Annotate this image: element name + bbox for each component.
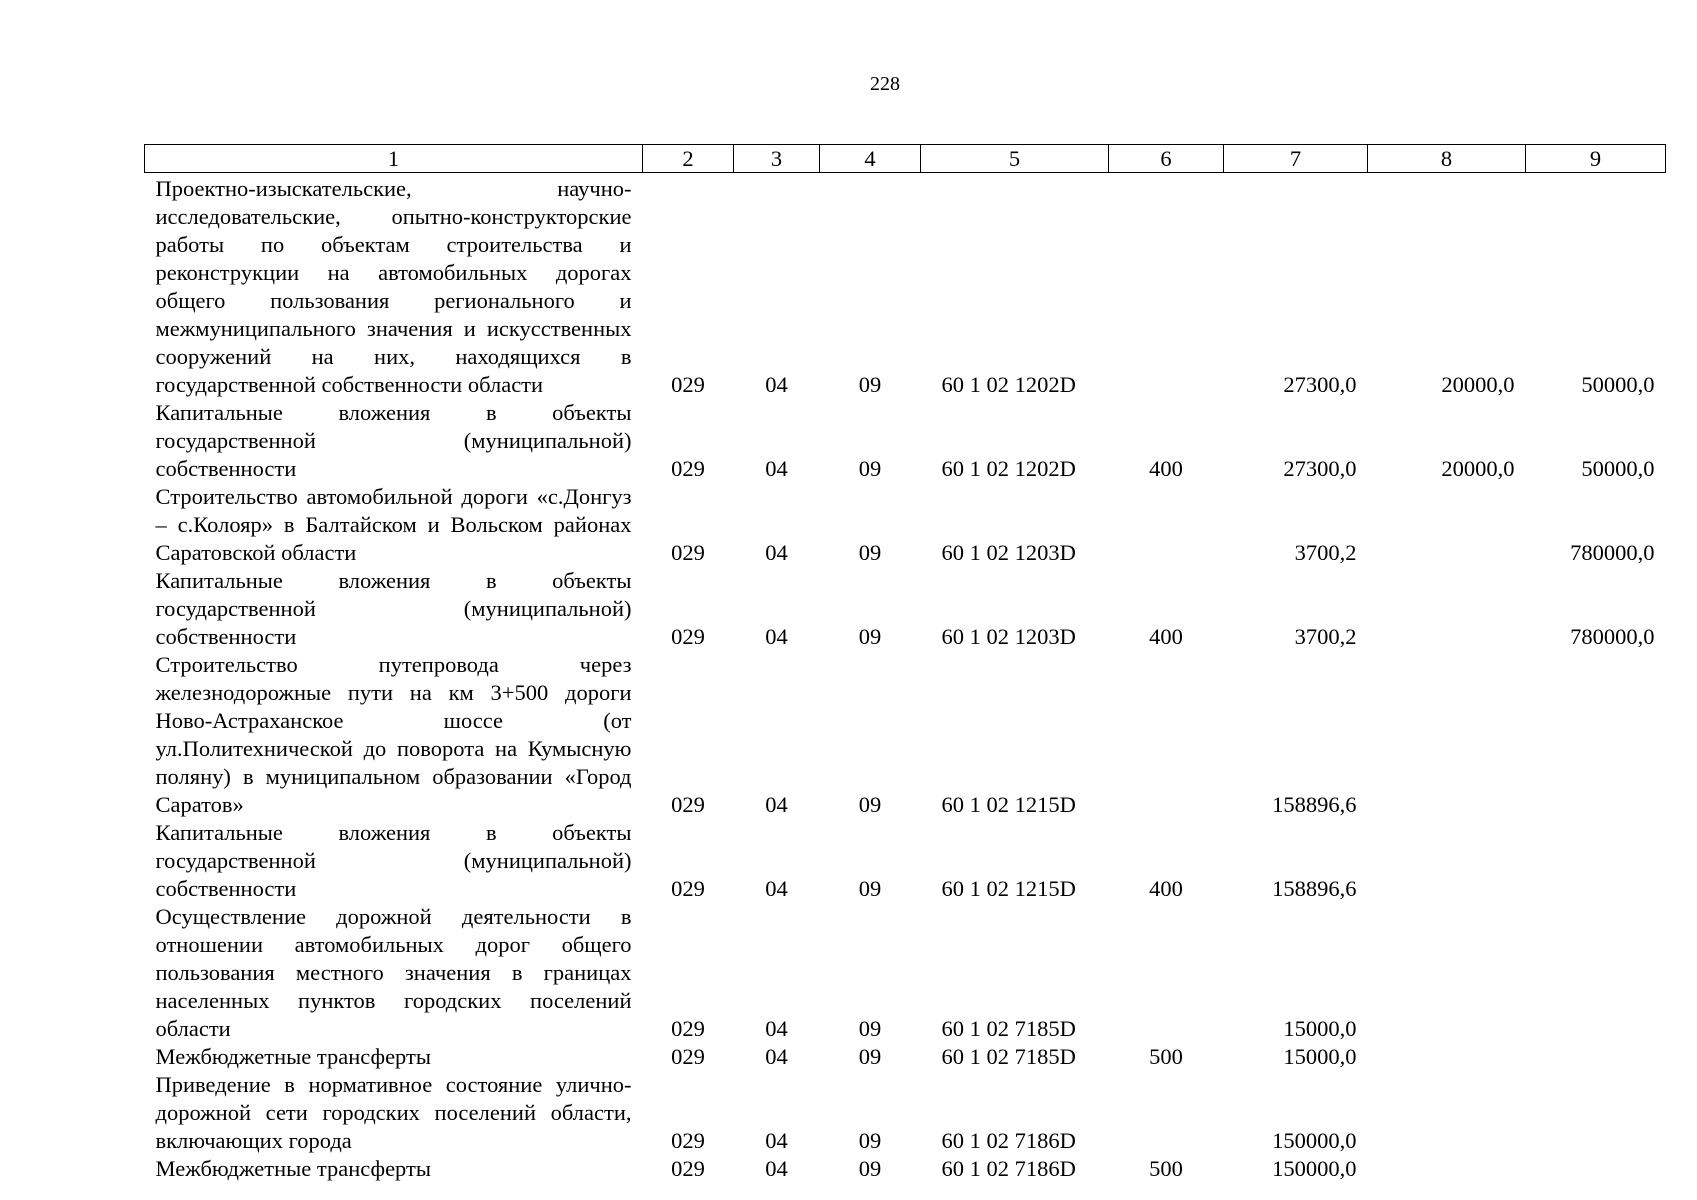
cell-col7: 15000,0 — [1283, 1016, 1357, 1041]
cell-col9: 50000,0 — [1581, 372, 1655, 397]
cell-col5: 60 1 02 7186D — [941, 1128, 1076, 1153]
table-row — [145, 1043, 1666, 1071]
cell-col5: 60 1 02 1202D — [941, 456, 1076, 481]
cell-col6: 400 — [1149, 456, 1183, 481]
cell-col8 — [1368, 651, 1526, 819]
table-row — [145, 1155, 1666, 1183]
cell-col3: 04 — [765, 540, 788, 565]
cell-col2: 029 — [671, 372, 705, 397]
cell-col8 — [1368, 567, 1526, 651]
cell-col9 — [1526, 651, 1666, 819]
column-header: 7 — [1224, 145, 1368, 173]
cell-col8 — [1368, 1155, 1526, 1183]
row-description: Капитальные вложения в объекты государственной (муниципальной) собственности — [155, 820, 632, 901]
cell-col8 — [1368, 483, 1526, 567]
cell-col3: 04 — [765, 372, 788, 397]
cell-col5: 60 1 02 1203D — [941, 540, 1076, 565]
cell-col8 — [1368, 1071, 1526, 1155]
row-description: Строительство путепровода через железнодорожные пути на км 3+500 дороги Ново-Астраханское шоссе (от ул.Политехнической до поворота на Кумысную поляну) в муниципальном образовании «Город Саратов» — [155, 652, 632, 817]
cell-col5: 60 1 02 7186D — [941, 1156, 1076, 1181]
cell-col5: 60 1 02 7185D — [941, 1016, 1076, 1041]
cell-col9 — [1526, 1043, 1666, 1071]
cell-col3: 04 — [765, 1156, 788, 1181]
cell-col7: 27300,0 — [1283, 456, 1357, 481]
column-header: 6 — [1109, 145, 1224, 173]
cell-col4: 09 — [858, 1016, 882, 1041]
cell-col9: 780000,0 — [1570, 624, 1655, 649]
cell-col3: 04 — [765, 792, 788, 817]
row-description: Приведение в нормативное состояние улично-дорожной сети городских поселений области, включающих города — [155, 1072, 632, 1153]
cell-col6 — [1109, 483, 1224, 567]
table-row — [145, 399, 1666, 483]
row-description: Капитальные вложения в объекты государственной (муниципальной) собственности — [155, 400, 632, 481]
cell-col2: 029 — [671, 876, 705, 901]
cell-col3: 04 — [765, 1128, 788, 1153]
row-description: Капитальные вложения в объекты государственной (муниципальной) собственности — [155, 568, 632, 649]
cell-col7: 150000,0 — [1272, 1156, 1357, 1181]
column-header: 5 — [921, 145, 1109, 173]
column-header: 9 — [1526, 145, 1666, 173]
cell-col8 — [1368, 819, 1526, 903]
row-description: Осуществление дорожной деятельности в отношении автомобильных дорог общего пользования местного значения в границах населенных пунктов городских поселений области — [155, 904, 632, 1041]
cell-col5: 60 1 02 1215D — [941, 876, 1076, 901]
cell-col2: 029 — [671, 1128, 705, 1153]
cell-col4: 09 — [858, 1156, 882, 1181]
table-row — [145, 173, 1666, 400]
cell-col9: 780000,0 — [1570, 540, 1655, 565]
cell-col8 — [1368, 903, 1526, 1043]
cell-col6 — [1109, 1071, 1224, 1155]
cell-col9 — [1526, 1071, 1666, 1155]
cell-col2: 029 — [671, 1016, 705, 1041]
cell-col6 — [1109, 651, 1224, 819]
column-header: 4 — [820, 145, 921, 173]
cell-col9: 50000,0 — [1581, 456, 1655, 481]
cell-col2: 029 — [671, 624, 705, 649]
cell-col3: 04 — [765, 1016, 788, 1041]
cell-col4: 09 — [858, 1044, 882, 1069]
cell-col7: 3700,2 — [1294, 624, 1357, 649]
cell-col2: 029 — [671, 540, 705, 565]
cell-col8: 20000,0 — [1441, 456, 1515, 481]
cell-col6: 400 — [1149, 624, 1183, 649]
table-row — [145, 651, 1666, 819]
table-row — [145, 567, 1666, 651]
cell-col9 — [1526, 819, 1666, 903]
cell-col4: 09 — [858, 540, 882, 565]
cell-col5: 60 1 02 7185D — [941, 1044, 1076, 1069]
cell-col5: 60 1 02 1202D — [941, 372, 1076, 397]
cell-col8: 20000,0 — [1441, 372, 1515, 397]
cell-col7: 3700,2 — [1294, 540, 1357, 565]
column-header: 1 — [145, 145, 643, 173]
cell-col7: 158896,6 — [1272, 792, 1357, 817]
cell-col7: 15000,0 — [1283, 1044, 1357, 1069]
cell-col4: 09 — [858, 624, 882, 649]
row-description: Строительство автомобильной дороги «с.Донгуз – с.Колояр» в Балтайском и Вольском районах Саратовской области — [155, 484, 632, 565]
row-description: Межбюджетные трансферты — [155, 1044, 431, 1069]
cell-col6 — [1109, 903, 1224, 1043]
cell-col2: 029 — [671, 456, 705, 481]
cell-col5: 60 1 02 1203D — [941, 624, 1076, 649]
table-row — [145, 819, 1666, 903]
cell-col9 — [1526, 903, 1666, 1043]
cell-col2: 029 — [671, 792, 705, 817]
cell-col6: 400 — [1149, 876, 1183, 901]
cell-col5: 60 1 02 1215D — [941, 792, 1076, 817]
table-row — [145, 1071, 1666, 1155]
cell-col2: 029 — [671, 1044, 705, 1069]
cell-col6: 500 — [1149, 1044, 1183, 1069]
cell-col7: 158896,6 — [1272, 876, 1357, 901]
page-number: 228 — [870, 73, 900, 95]
table-row — [145, 483, 1666, 567]
table-header-row — [145, 145, 1666, 173]
cell-col4: 09 — [858, 372, 882, 397]
cell-col4: 09 — [858, 876, 882, 901]
cell-col6: 500 — [1149, 1156, 1183, 1181]
cell-col7: 27300,0 — [1283, 372, 1357, 397]
cell-col6 — [1109, 173, 1224, 400]
cell-col2: 029 — [671, 1156, 705, 1181]
column-header: 8 — [1368, 145, 1526, 173]
table-row — [145, 903, 1666, 1043]
column-header: 3 — [734, 145, 820, 173]
cell-col3: 04 — [765, 876, 788, 901]
cell-col3: 04 — [765, 624, 788, 649]
cell-col3: 04 — [765, 1044, 788, 1069]
cell-col4: 09 — [858, 1128, 882, 1153]
column-header: 2 — [643, 145, 734, 173]
cell-col8 — [1368, 1043, 1526, 1071]
row-description: Межбюджетные трансферты — [155, 1156, 431, 1181]
cell-col7: 150000,0 — [1272, 1128, 1357, 1153]
row-description: Проектно-изыскательские, научно-исследовательские, опытно-конструкторские работы по объектам строительства и реконструкции на автомобильных дорогах общего пользования регионального и межмуниципального значения и искусственных сооружений на них, находящихся в государственной собственности области — [155, 176, 632, 397]
cell-col4: 09 — [858, 792, 882, 817]
cell-col4: 09 — [858, 456, 882, 481]
cell-col3: 04 — [765, 456, 788, 481]
budget-table — [144, 144, 1666, 1183]
cell-col9 — [1526, 1155, 1666, 1183]
